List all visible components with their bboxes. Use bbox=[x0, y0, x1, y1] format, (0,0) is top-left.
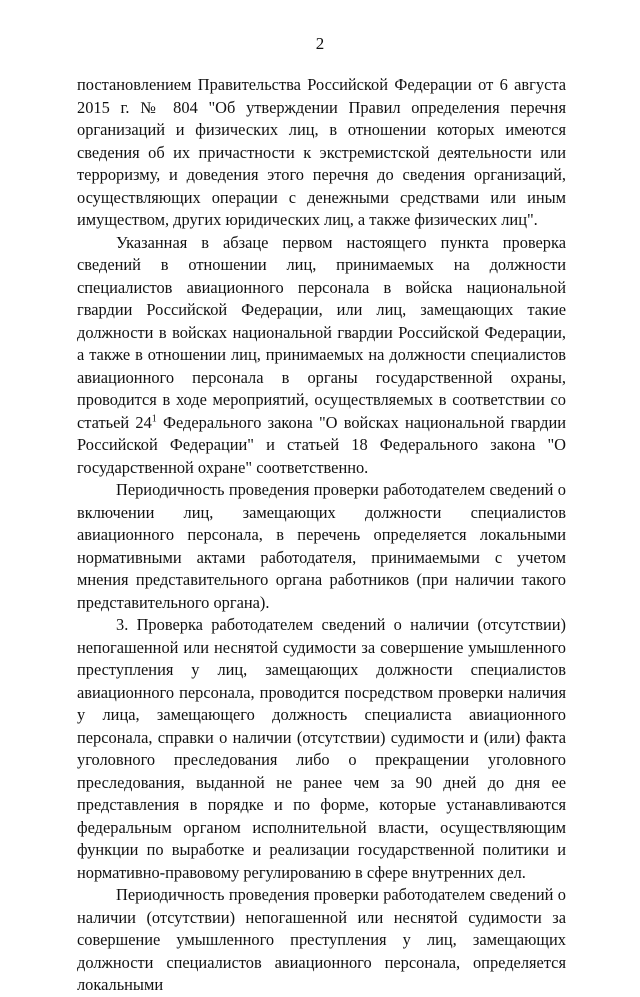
paragraph-continuation: постановлением Правительства Российской Федерации от 6 августа 2015 г. № 804 "Об утверждении Правил определения перечня организаций и физических лиц, в отношении которых имеются сведения об их причастности к экстремистской деятельности или терроризму, и доведения этого перечня до сведения организаций, осуществляющих операции с денежными средствами или иным имуществом, других юридических лиц, а также физических лиц". bbox=[77, 75, 566, 229]
paragraph-periodicity-list: Периодичность проведения проверки работодателем сведений о включении лиц, замещающих должности специалистов авиационного персонала, в перечень определяется локальными нормативными актами работодателя, принимаемыми с учетом мнения представительного органа работников (при наличии такого представительного органа). bbox=[77, 480, 566, 612]
paragraph-inspection-scope-text: Указанная в абзаце первом настоящего пункта проверка сведений в отношении лиц, принимаемых на должности специалистов авиационного персонала в войска национальной гвардии Российской Федерации, или лиц, замещающих такие должности в войсках национальной гвардии Российской Федерации, а также в отношении лиц, принимаемых на должности специалистов авиационного персонала в органы государственной охраны, проводится в ходе мероприятий, осуществляемых в соответствии со статьей 24 bbox=[77, 232, 566, 432]
paragraph-periodicity-record: Периодичность проведения проверки работодателем сведений о наличии (отсутствии) непогашенной или неснятой судимости за совершение умышленного преступления у лиц, замещающих должности специалистов авиационного персонала, определяется локальными bbox=[77, 885, 566, 994]
paragraph-inspection-scope bbox=[77, 232, 566, 480]
article-superscript: 1 bbox=[151, 413, 157, 425]
paragraph-inspection-scope-text-end: Федерального закона "О войсках национальной гвардии Российской Федерации" и статьей 18 Федерального закона "О государственной охране" соответственно. bbox=[77, 412, 566, 477]
page-number: 2 bbox=[315, 34, 325, 53]
document-body bbox=[77, 74, 566, 997]
paragraph-point-3: 3. Проверка работодателем сведений о наличии (отсутствии) непогашенной или неснятой судимости за совершение умышленного преступления у лиц, замещающих должности специалистов авиационного персонала, проводится посредством проверки наличия у лица, замещающего должность специалиста авиационного персонала, справки о наличии (отсутствии) судимости и (или) факта уголовного преследования либо о прекращении уголовного преследования, выданной не ранее чем за 90 дней до дня ее представления в порядке и по форме, которые устанавливаются федеральным органом исполнительной власти, осуществляющим функции по выработке и реализации государственной политики и нормативно-правовому регулированию в сфере внутренних дел. bbox=[77, 615, 566, 882]
